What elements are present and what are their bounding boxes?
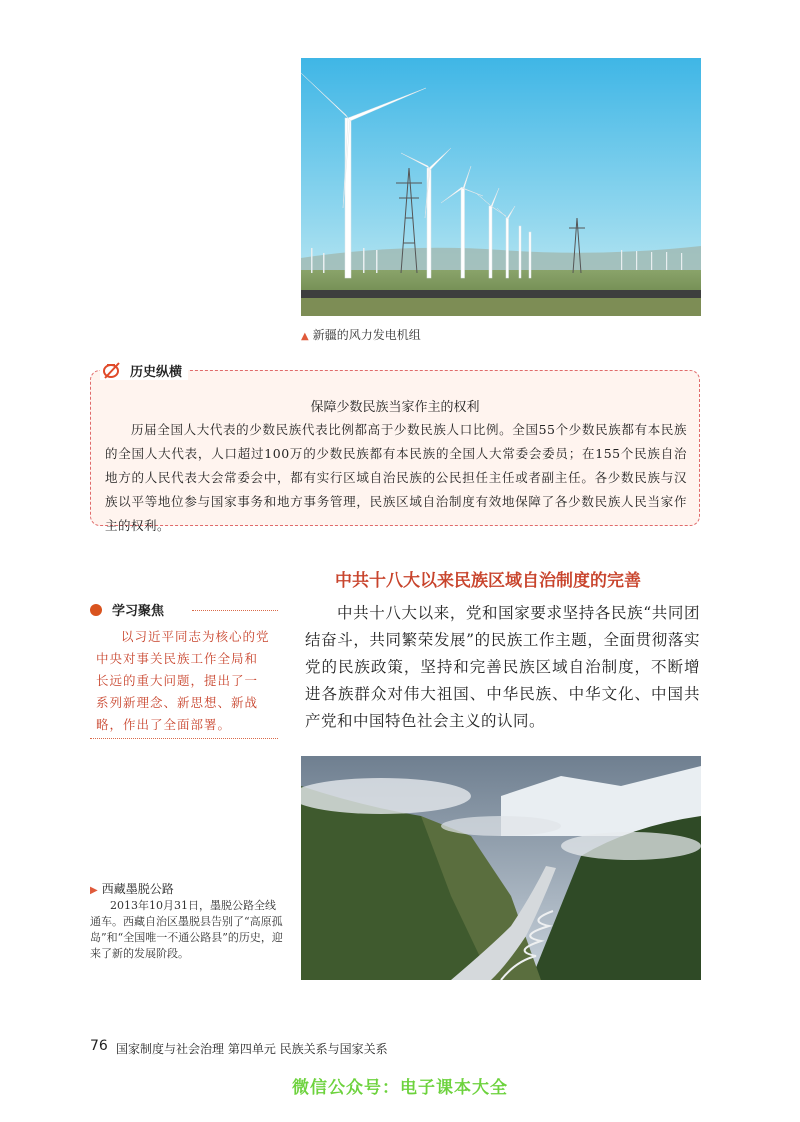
- watermark-text: 微信公众号：电子课本大全: [292, 1078, 508, 1098]
- divider: [192, 610, 278, 611]
- caption-text: 新疆的风力发电机组: [312, 328, 421, 342]
- history-box-label: 历史纵横: [130, 364, 183, 380]
- section-heading: 中共十八大以来民族区域自治制度的完善: [335, 571, 641, 591]
- caption-title-text: 西藏墨脱公路: [101, 882, 174, 896]
- triangle-up-icon: ▲: [301, 331, 309, 342]
- figure2-caption-title: [90, 880, 174, 897]
- figure2-caption-body: 2013年10月31日，墨脱公路全线通车。西藏自治区墨脱县告别了“高原孤岛”和“全国唯一不通公路县”的历史，迎来了新的发展阶段。: [90, 899, 283, 960]
- history-box-header: [100, 360, 188, 380]
- focus-body: 以习近平同志为核心的党中央对事关民族工作全局和长远的重大问题，提出了一系列新理念、新思想、新战略，作出了全面部署。: [96, 629, 270, 732]
- page-number: 76: [90, 1038, 108, 1054]
- medog-road-photo: [301, 756, 701, 980]
- dot-icon: [90, 604, 102, 616]
- triangle-right-icon: ▶: [90, 885, 98, 896]
- figure-caption: [301, 326, 421, 343]
- running-title: 国家制度与社会治理 第四单元 民族关系与国家关系: [116, 1042, 388, 1056]
- focus-header: [90, 600, 164, 619]
- history-box-title: 保障少数民族当家作主的权利: [310, 400, 480, 415]
- history-box-body: 历届全国人大代表的少数民族代表比例都高于少数民族人口比例。全国55个少数民族都有本民族的全国人大代表，人口超过100万的少数民族都有本民族的全国人大常委会委员；在155个民族自治地方的人民代表大会常委会中，都有实行区域自治民族的公民担任主任或者副主任。各少数民族与汉族以平等地位参与国家事务和地方事务管理，民族区域自治制度有效地保障了各少数民族人民当家作主的权利。: [105, 422, 687, 533]
- wind-farm-photo: [301, 58, 701, 316]
- main-paragraph: 中共十八大以来，党和国家要求坚持各民族“共同团结奋斗，共同繁荣发展”的民族工作主题，全面贯彻落实党的民族政策，坚持和完善民族区域自治制度，不断增进各族群众对伟大祖国、中华民族、中华文化、中国共产党和中国特色社会主义的认同。: [305, 604, 700, 730]
- divider: [90, 738, 278, 739]
- focus-label: 学习聚焦: [112, 604, 165, 619]
- history-logo-icon: [102, 360, 122, 380]
